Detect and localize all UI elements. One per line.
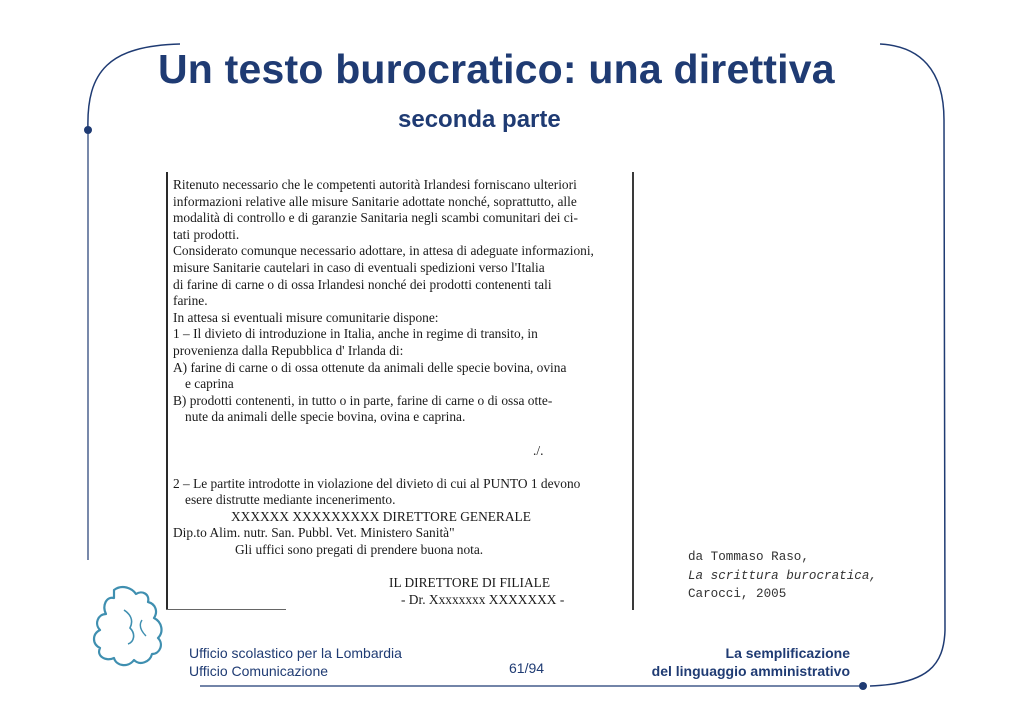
scan-line: di farine di carne o di ossa Irlandesi nonché dei prodotti contenenti tali (173, 276, 552, 292)
scan-line: esere distrutte mediante incenerimento. (185, 492, 396, 508)
lombardia-map-icon (84, 580, 179, 680)
scan-line: misure Sanitarie cautelari in caso di eventuali spedizioni verso l'Italia (173, 259, 545, 275)
frame-dot-right (859, 682, 867, 690)
footer-org-line-2: Ufficio Comunicazione (189, 663, 329, 679)
scan-line: In attesa si eventuali misure comunitarie dispone: (173, 309, 439, 325)
footer-org-line-1: Ufficio scolastico per la Lombardia (189, 645, 402, 661)
scan-line: Considerato comunque necessario adottare, in attesa di adeguate informazioni, (173, 243, 594, 259)
slide-title: Un testo burocratico: una direttiva (158, 46, 835, 92)
scan-line-blank (173, 426, 631, 443)
scan-line: 1 – Il divieto di introduzione in Italia, anche in regime di transito, in (173, 326, 538, 342)
scan-text-block (173, 177, 631, 608)
scan-line: 2 – Le partite introdotte in violazione del divieto di cui al PUNTO 1 devono (173, 475, 581, 491)
document-scan (166, 172, 634, 610)
frame-dot-left (84, 126, 92, 134)
scan-signature-name: - Dr. Xxxxxxxx XXXXXXX - (401, 591, 565, 607)
scan-line: B) prodotti contenenti, in tutto o in parte, farine di carne o di ossa otte- (173, 392, 553, 408)
scan-line: nute da animali delle specie bovina, ovina e caprina. (185, 409, 466, 425)
footer-course-line-2: del linguaggio amministrativo (651, 663, 850, 679)
scan-edge-right (632, 172, 634, 610)
citation-author: da Tommaso Raso, (688, 550, 809, 564)
scan-edge-left (166, 172, 168, 610)
scan-line: A) farine di carne o di ossa ottenute da animali delle specie bovina, ovina (173, 359, 567, 375)
scan-edge-bottom (166, 609, 286, 610)
footer-course-title (652, 644, 850, 680)
scan-line: Gli uffici sono pregati di prendere buona nota. (235, 542, 484, 558)
page-number: 61/94 (509, 660, 545, 676)
scan-line: farine. (173, 293, 208, 309)
scan-line: XXXXXX XXXXXXXXX DIRETTORE GENERALE (231, 508, 531, 524)
scan-line: tati prodotti. (173, 226, 240, 242)
slide-subtitle: seconda parte (398, 106, 561, 133)
scan-line: Dip.to Alim. nutr. San. Pubbl. Vet. Ministero Sanità" (173, 525, 455, 541)
scan-line-blank (173, 559, 631, 576)
scan-line: modalità di controllo e di garanzie Sanitaria negli scambi comunitari dei ci- (173, 210, 578, 226)
scan-line: provenienza dalla Repubblica d' Irlanda di: (173, 342, 404, 358)
scan-line-blank (173, 459, 631, 476)
scan-line: ./. (533, 442, 544, 458)
source-citation (688, 548, 877, 604)
footer-organization (189, 644, 402, 680)
citation-book-title: La scrittura burocratica, (688, 568, 877, 583)
scan-line: informazioni relative alle misure Sanitarie adottate nonché, soprattutto, alle (173, 193, 577, 209)
scan-signature-title: IL DIRETTORE DI FILIALE (389, 575, 551, 591)
scan-line: Ritenuto necessario che le competenti autorità Irlandesi forniscano ulteriori (173, 177, 577, 192)
footer-course-line-1: La semplificazione (725, 645, 850, 661)
citation-publisher: Carocci, 2005 (688, 587, 787, 601)
scan-line: e caprina (185, 376, 234, 392)
